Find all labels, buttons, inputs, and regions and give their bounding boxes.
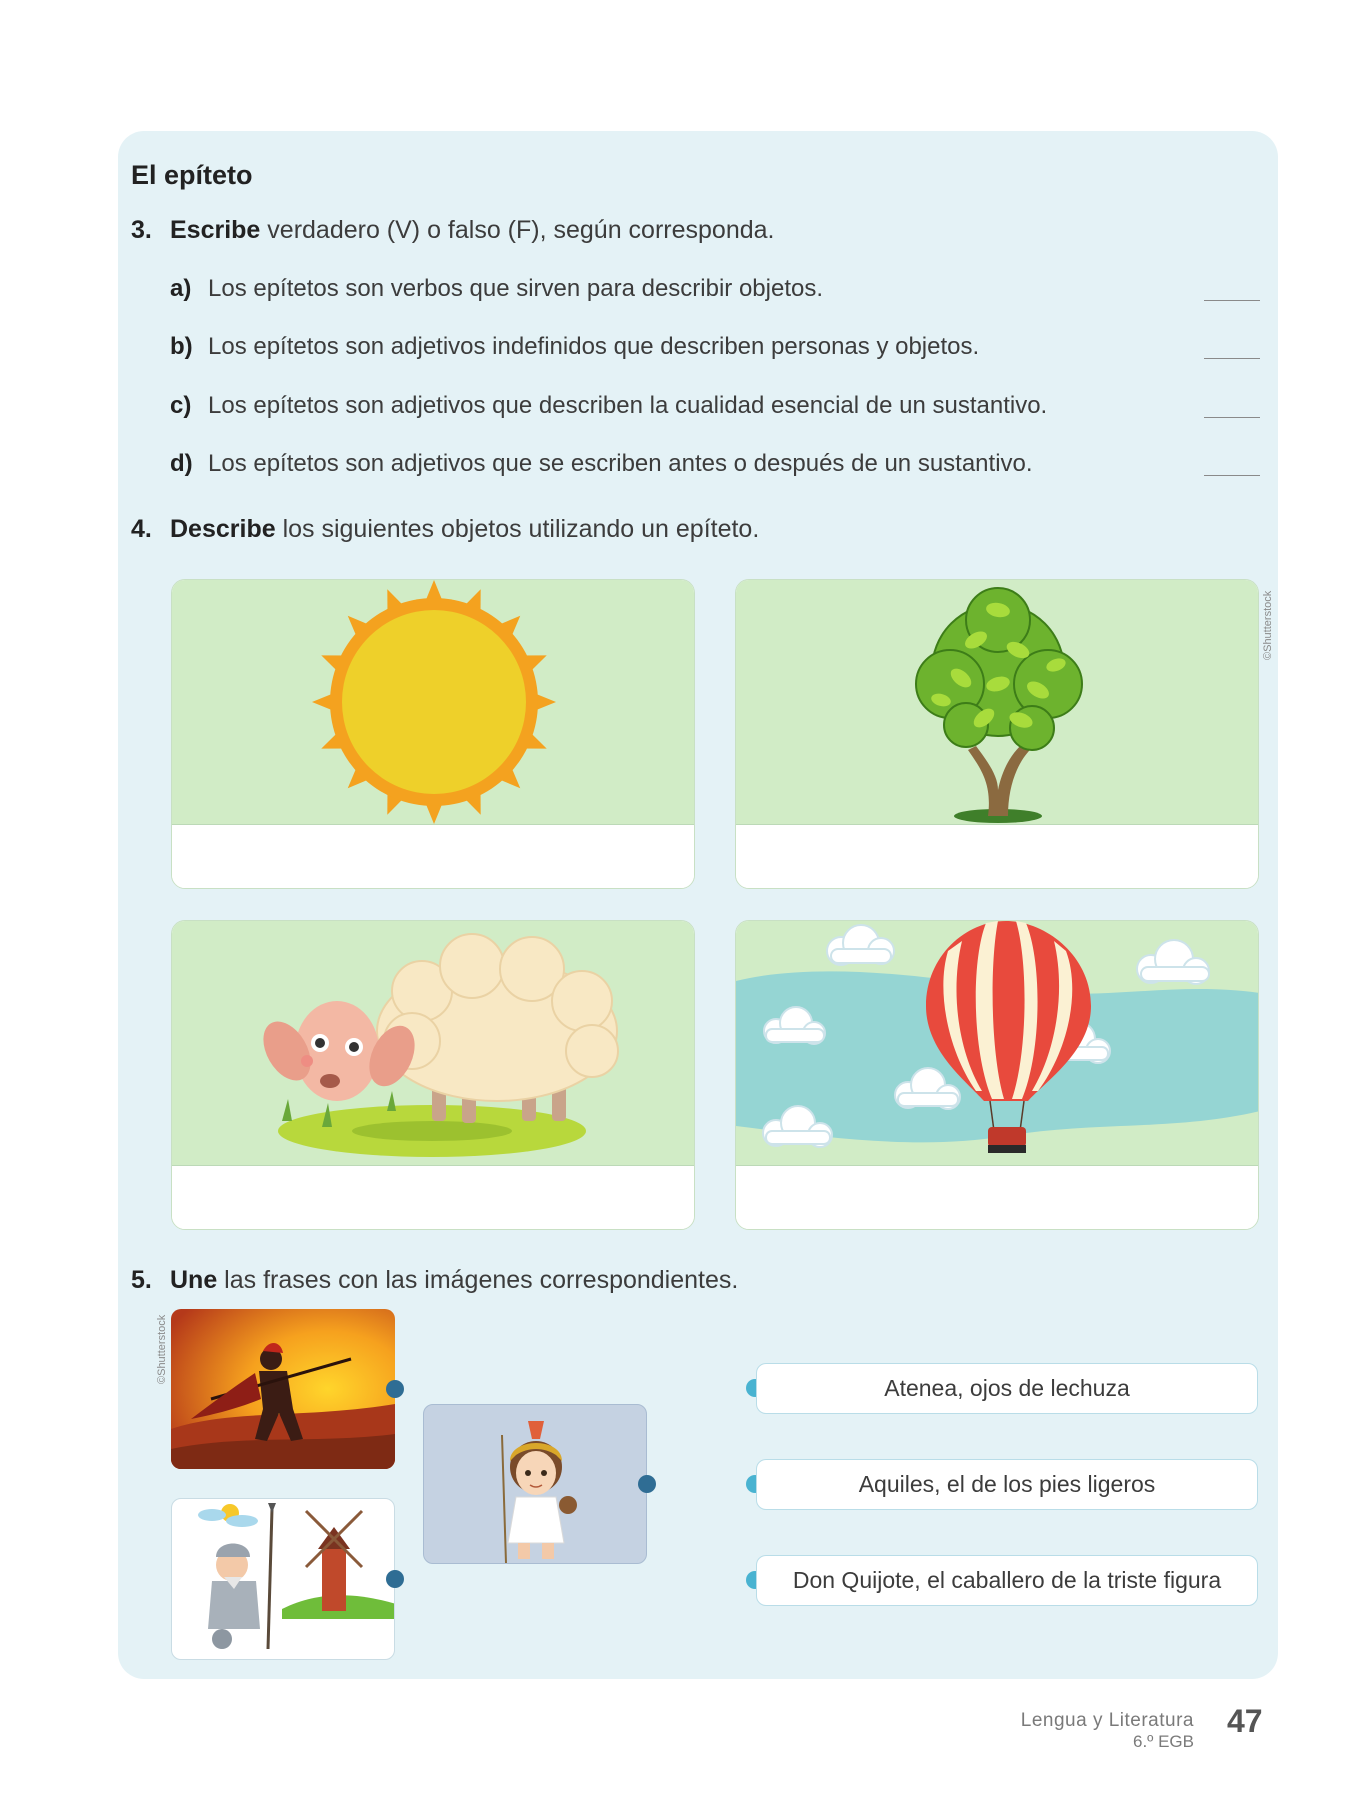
question-text: verdadero (V) o falso (F), según corresponda. [260, 216, 775, 244]
phrase-box: Atenea, ojos de lechuza [756, 1363, 1258, 1414]
question-text: las frases con las imágenes correspondientes. [217, 1266, 739, 1294]
item-text: Los epítetos son verbos que sirven para describir objetos. [208, 275, 824, 302]
item-letter: c) [170, 392, 192, 419]
answer-blank[interactable] [1204, 416, 1260, 418]
balloon-card [735, 920, 1259, 1230]
footer-subject: Lengua y Literatura [1020, 1710, 1194, 1731]
question-verb: Escribe [170, 216, 261, 244]
image-credit: ©Shutterstock [1262, 590, 1274, 660]
warrior-silhouette-illustration [171, 1309, 395, 1469]
question-verb: Une [170, 1266, 218, 1294]
section-title: El epíteto [131, 160, 253, 190]
page-number: 47 [1227, 1703, 1263, 1739]
answer-blank[interactable] [1204, 299, 1260, 301]
match-dot[interactable] [386, 1380, 404, 1398]
answer-blank[interactable] [1204, 474, 1260, 476]
sheep-illustration [172, 921, 694, 1165]
sun-card [171, 579, 695, 889]
answer-box[interactable] [172, 1165, 694, 1230]
answer-box[interactable] [736, 824, 1258, 889]
tree-illustration [736, 580, 1258, 824]
athena-girl-illustration [423, 1404, 647, 1564]
sheep-card [171, 920, 695, 1230]
match-dot[interactable] [638, 1475, 656, 1493]
item-letter: d) [170, 450, 193, 477]
question-3-instruction [131, 216, 774, 245]
true-false-item [170, 333, 1260, 361]
answer-blank[interactable] [1204, 357, 1260, 359]
match-dot[interactable] [386, 1570, 404, 1588]
question-text: los siguientes objetos utilizando un epíteto. [275, 515, 760, 543]
question-5-instruction [131, 1266, 738, 1295]
question-number: 3. [131, 216, 152, 244]
phrase-box: Aquiles, el de los pies ligeros [756, 1459, 1258, 1510]
true-false-item [170, 392, 1260, 420]
tree-card [735, 579, 1259, 889]
item-letter: a) [170, 275, 192, 302]
don-quijote-windmill-illustration [171, 1498, 395, 1660]
question-number: 4. [131, 515, 152, 543]
item-letter: b) [170, 333, 193, 360]
hot-air-balloon-illustration [736, 921, 1258, 1165]
true-false-item [170, 450, 1260, 478]
question-verb: Describe [170, 515, 276, 543]
answer-box[interactable] [736, 1165, 1258, 1230]
answer-box[interactable] [172, 824, 694, 889]
item-text: Los epítetos son adjetivos indefinidos que describen personas y objetos. [208, 333, 980, 360]
phrase-box: Don Quijote, el caballero de la triste figura [756, 1555, 1258, 1606]
item-text: Los epítetos son adjetivos que describen la cualidad esencial de un sustantivo. [208, 392, 1048, 419]
item-text: Los epítetos son adjetivos que se escriben antes o después de un sustantivo. [208, 450, 1033, 477]
sun-illustration [172, 580, 694, 824]
image-credit: ©Shutterstock [156, 1314, 168, 1384]
footer-grade: 6.º EGB [1132, 1732, 1194, 1751]
question-number: 5. [131, 1266, 152, 1294]
true-false-item [170, 275, 1260, 303]
question-4-instruction [131, 515, 759, 544]
